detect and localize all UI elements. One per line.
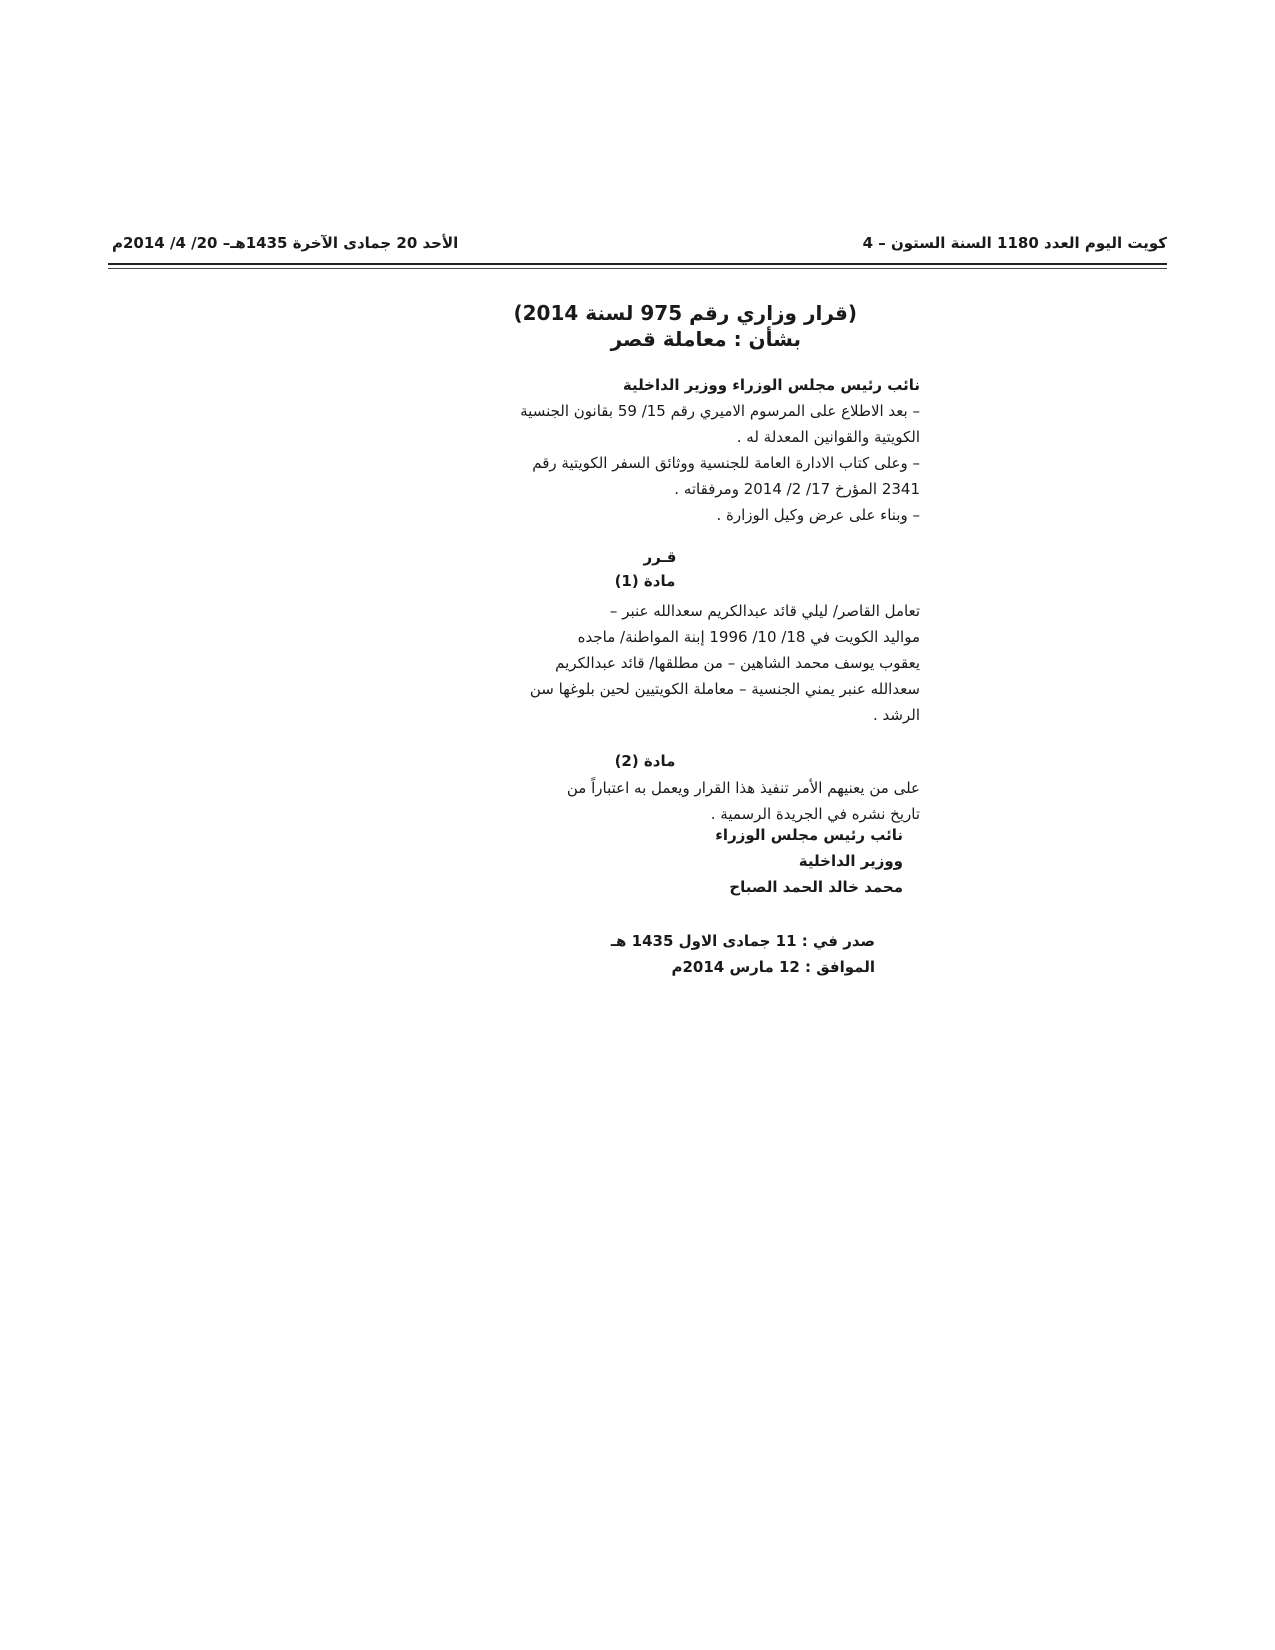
article-line: على من يعنيهم الأمر تنفيذ هذا القرار ويعمل به اعتباراً من [566,779,920,797]
decree-title-line: (قرار وزاري رقم 975 لسنة 2014) [513,301,857,325]
signatory-title: نائب رئيس مجلس الوزراء [715,826,903,844]
decree-subject: بشأن : معاملة قصر [610,327,801,351]
preamble-line: – وعلى كتاب الادارة العامة للجنسية ووثائق السفر الكويتية رقم [532,454,920,472]
article-1-text [440,598,920,728]
issued-gregorian: الموافق : 12 مارس 2014م [671,958,875,976]
article-2-text [440,775,920,827]
issuer-heading: نائب رئيس مجلس الوزراء ووزير الداخلية [622,376,920,394]
signature-block [423,822,903,900]
signatory-office: ووزير الداخلية [798,852,903,870]
header-rule-thick [108,263,1167,265]
issued-hijri: صدر في : 11 جمادى الاول 1435 هـ [610,932,875,950]
header-rule-thin [108,268,1167,269]
preamble-line: الكويتية والقوانين المعدلة له . [736,428,920,446]
preamble [440,372,920,528]
signatory-name: محمد خالد الحمد الصباح [729,878,903,896]
preamble-line: – وبناء على عرض وكيل الوزارة . [716,506,920,524]
article-1-heading: مادة (1) [614,572,676,590]
preamble-line: 2341 المؤرخ 17/ 2/ 2014 ومرفقاته . [674,480,920,498]
article-line: الرشد . [873,706,920,724]
preamble-line: – بعد الاطلاع على المرسوم الاميري رقم 15/ 59 بقانون الجنسية [520,402,920,420]
decided-heading: قـرر [643,548,677,566]
article-line: يعقوب يوسف محمد الشاهين – من مطلقها/ قائد عبدالكريم [555,654,920,672]
article-line: تعامل القاصر/ ليلي قائد عبدالكريم سعدالله عنبر – [609,602,920,620]
article-line: سعدالله عنبر يمني الجنسية – معاملة الكويتيين لحين بلوغها سن [529,680,920,698]
header-date: الأحد 20 جمادى الآخرة 1435هـ– 20/ 4/ 2014م [112,234,459,252]
header-issue-info: كويت اليوم العدد 1180 السنة الستون – 4 [862,234,1167,252]
issue-date-block [475,928,875,980]
article-line: تاريخ نشره في الجريدة الرسمية . [710,805,920,823]
article-2-heading: مادة (2) [614,752,676,770]
decree-title [437,300,857,352]
article-line: مواليد الكويت في 18/ 10/ 1996 إبنة المواطنة/ ماجده [577,628,920,646]
